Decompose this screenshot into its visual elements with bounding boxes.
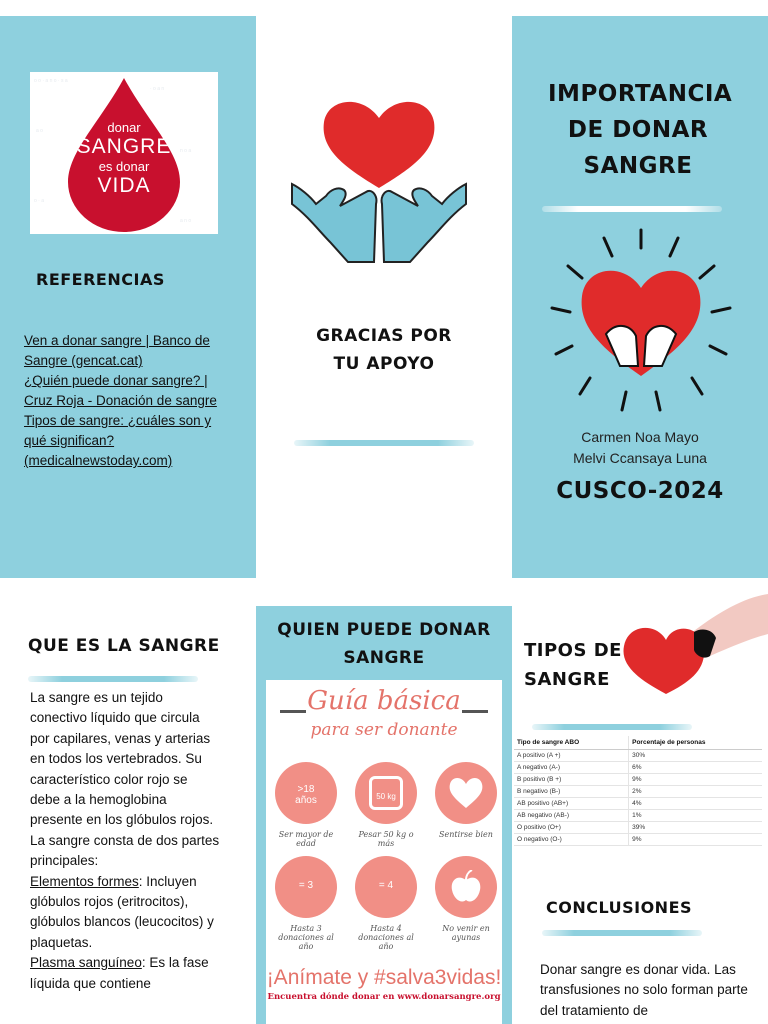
radiant-heart-icon (546, 226, 736, 416)
table-cell: O positivo (O+) (514, 822, 629, 834)
brush-divider (532, 724, 692, 730)
term-plasma: Plasma sanguíneo (30, 955, 142, 971)
guide-right-decor (462, 710, 488, 713)
guide-subtitle: para ser donante (310, 720, 458, 740)
term-formed-elements: Elementos formes (30, 873, 139, 889)
table-cell: 9% (629, 774, 762, 786)
heart-icon (448, 776, 484, 810)
conclusions-title: CONCLUSIONES (546, 898, 693, 917)
thanks-text: GRACIAS POR TU APOYO (316, 326, 452, 374)
logo-line1: donar (107, 120, 141, 135)
svg-text:a n o: a n o (180, 218, 192, 224)
table-row (514, 822, 762, 834)
table-cell: 4% (629, 798, 762, 810)
label-donations-4: Hasta 4 donaciones al año (358, 924, 414, 951)
label-donations-3: Hasta 3 donaciones al año (278, 924, 334, 951)
references-title: REFERENCIAS (36, 270, 165, 289)
brush-divider (542, 930, 702, 936)
table-cell: 2% (629, 786, 762, 798)
blood-drop-logo (30, 72, 218, 234)
section-title: TIPOS DE SANGRE (524, 640, 622, 690)
blood-types-table (514, 736, 762, 846)
guide-title: Guía básica (307, 686, 461, 716)
place-year: CUSCO-2024 (556, 478, 724, 504)
panel-blood-types (512, 594, 768, 1024)
table-cell: 1% (629, 810, 762, 822)
table-row (514, 786, 762, 798)
table-cell: AB negativo (AB-) (514, 810, 629, 822)
label-feel-well: Sentirse bien (439, 830, 493, 839)
table-header-row (514, 736, 762, 750)
paragraph-2: La sangre consta de dos partes principales: (30, 832, 220, 869)
table-cell: 39% (629, 822, 762, 834)
logo-line4: VIDA (97, 174, 151, 197)
guide-left-decor (280, 710, 306, 713)
label-no-fasting: No venir en ayunas (442, 924, 490, 942)
table-cell: AB positivo (AB+) (514, 798, 629, 810)
cover-title: IMPORTANCIA DE DONAR SANGRE (548, 81, 733, 179)
label-age: Ser mayor de edad (278, 830, 334, 848)
section-title: QUE ES LA SANGRE (28, 636, 220, 656)
panel-thanks (256, 16, 512, 578)
author-1: Carmen Noa Mayo (581, 429, 699, 445)
age-icon-text: >18 años (295, 784, 317, 806)
svg-text:o o · a n o · s a: o o · a n o · s a (34, 78, 68, 84)
brush-divider (28, 676, 198, 682)
hand-holding-heart-icon (620, 594, 768, 698)
table-header: Porcentaje de personas (629, 736, 762, 750)
table-row (514, 774, 762, 786)
table-row (514, 750, 762, 762)
table-cell: 30% (629, 750, 762, 762)
reference-link-1[interactable]: Ven a donar sangre | Banco de Sangre (gencat.cat) (24, 333, 210, 368)
donor-guide-infographic (266, 680, 502, 1024)
brush-divider (542, 206, 722, 212)
svg-text:a o: a o (36, 128, 43, 134)
references-list (24, 331, 234, 471)
reference-link-3[interactable]: Tipos de sangre: ¿cuáles son y qué significan? (medicalnewstoday.com) (24, 413, 212, 468)
table-row (514, 834, 762, 846)
donations-4-icon-text: = 4 (378, 880, 394, 891)
weight-icon-text: 50 kg (376, 792, 396, 801)
author-2: Melvi Ccansaya Luna (573, 450, 707, 466)
definition-plasma: : Es la fase líquida que contiene (30, 955, 209, 991)
paragraph-1: La sangre es un tejido conectivo líquido que circula por capilares, venas y arterias en todos los vertebrados. Su característico color rojo se debe a la hemoglobina presente en los glóbulos rojos. (30, 690, 214, 828)
hands-heart-icon (286, 92, 472, 272)
svg-text:n o a: n o a (180, 148, 192, 154)
table-cell: O negativo (O-) (514, 834, 629, 846)
table-cell: 6% (629, 762, 762, 774)
label-weight: Pesar 50 kg o más (358, 830, 414, 848)
table-cell: B positivo (B +) (514, 774, 629, 786)
table-cell: A positivo (A +) (514, 750, 629, 762)
logo-line3: es donar (98, 159, 150, 174)
conclusions-text: Donar sangre es donar vida. Las transfusiones no solo forman parte del tratamiento de (540, 962, 748, 1018)
table-header: Tipo de sangre ABO (514, 736, 629, 750)
panel-references (0, 16, 256, 578)
panel-cover (512, 16, 768, 578)
brush-divider (294, 440, 474, 446)
table-cell: 9% (629, 834, 762, 846)
blood-types-table-wrap (514, 736, 762, 846)
definition-formed-elements: : Incluyen glóbulos rojos (eritrocitos), glóbulos blancos (leucocitos) y plaquetas. (30, 873, 214, 950)
svg-text:o · a: o · a (34, 198, 45, 204)
donate-website: Encuentra dónde donar en www.donarsangre.org (267, 992, 501, 1002)
reference-link-2[interactable]: ¿Quién puede donar sangre? | Cruz Roja - Donación de sangre (24, 373, 217, 408)
panel-what-is-blood (0, 594, 256, 1024)
panel-who-can-donate (256, 606, 512, 1024)
section-title: QUIEN PUEDE DONAR SANGRE (277, 620, 491, 668)
apple-icon (450, 870, 482, 904)
slogan: ¡Anímate y #salva3vidas! (266, 966, 502, 989)
table-row (514, 810, 762, 822)
logo-line2: SANGRE (76, 135, 172, 158)
table-row (514, 762, 762, 774)
table-cell: A negativo (A-) (514, 762, 629, 774)
donations-3-icon-text: = 3 (298, 880, 314, 891)
table-row (514, 798, 762, 810)
blood-description (30, 688, 220, 994)
table-cell: B negativo (B-) (514, 786, 629, 798)
svg-text:· o a n: · o a n (150, 86, 165, 92)
